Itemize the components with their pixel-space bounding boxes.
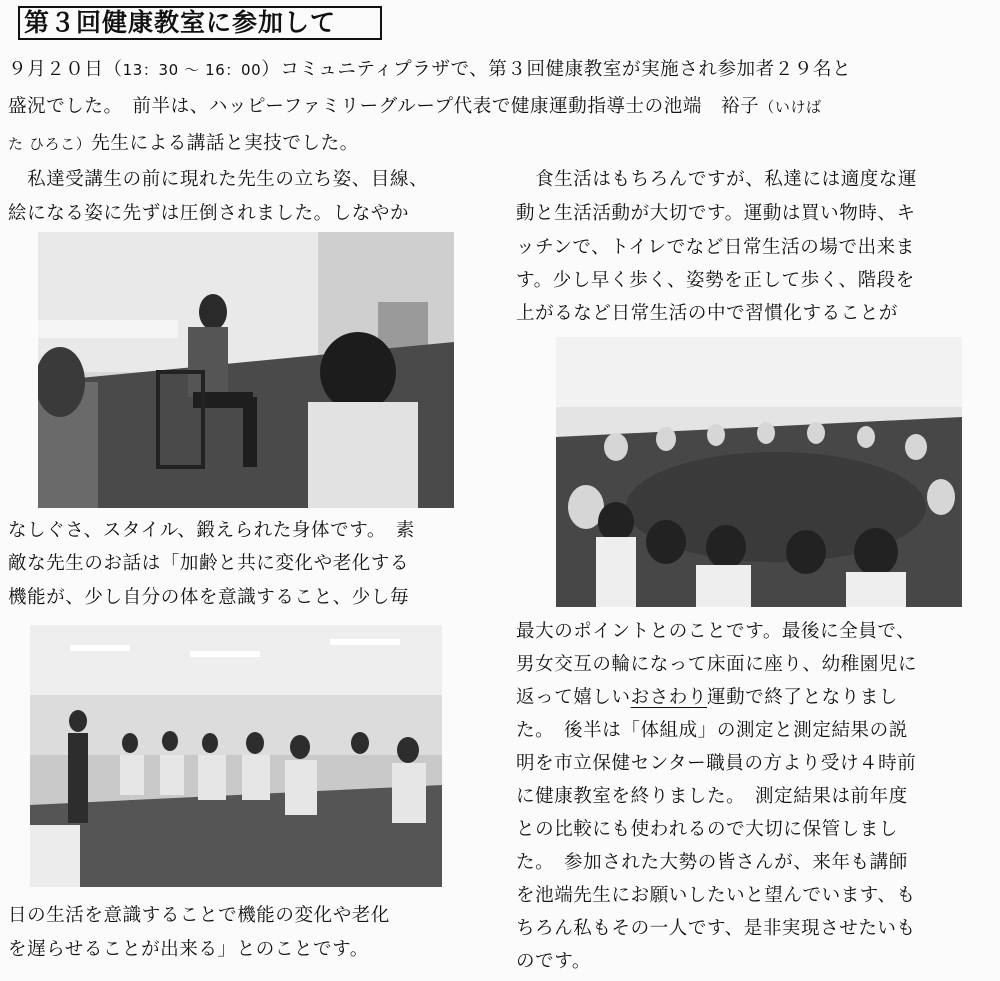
intro-reading-1: （いけば	[759, 98, 822, 116]
underlined-term: おさわり	[630, 687, 708, 708]
intro-reading-2: た ひろこ）	[8, 135, 92, 153]
right-text-4: す。少し早く歩く、姿勢を正して歩く、階段を	[516, 270, 915, 291]
right-text-2: 動と生活活動が大切です。運動は買い物時、キ	[516, 203, 916, 224]
intro-line-1-c: ）コミュニティプラザで、第３回健康教室が実施され参加者２９名と	[261, 59, 852, 80]
right-text-8-before: 返って嬉しい	[516, 687, 631, 708]
right-text-12: との比較にも使われるので大切に保管しまし	[516, 819, 899, 840]
right-text-13: た。 参加された大勢の皆さんが、来年も講師	[516, 852, 908, 873]
intro-line-1-a: ９月２０日（	[8, 59, 123, 80]
left-text-2: 絵になる姿に先ずは圧倒されました。しなやか	[8, 203, 410, 224]
intro-line-1	[8, 58, 851, 82]
intro-line-3	[8, 132, 359, 156]
right-text-10: 明を市立保健センター職員の方より受け４時前	[516, 753, 917, 774]
article-title: 第３回健康教室に参加して	[18, 6, 382, 40]
left-text-4: 敵な先生のお話は「加齢と共に変化や老化する	[8, 553, 410, 574]
left-text-5: 機能が、少し自分の体を意識すること、少し毎	[8, 587, 410, 608]
left-text-3: なしぐさ、スタイル、鍛えられた身体です。 素	[8, 520, 415, 541]
right-text-16: のです。	[516, 951, 591, 972]
left-text-7: を遅らせることが出来る」とのことです。	[8, 939, 369, 960]
right-text-7: 男女交互の輪になって床面に座り、幼稚園児に	[516, 654, 918, 675]
right-text-8-after: 運動で終了となりまし	[707, 687, 899, 708]
right-text-5: 上がるなど日常生活の中で習慣化することが	[516, 303, 899, 324]
intro-time: 13：30 〜 16：00	[122, 61, 262, 79]
right-text-3: ッチンで、トイレでなど日常生活の場で出来ま	[516, 237, 915, 258]
right-text-9: た。 後半は「体組成」の測定と測定結果の説	[516, 720, 908, 741]
intro-line-2	[8, 95, 822, 119]
right-text-1: 食生活はもちろんですが、私達には適度な運	[516, 169, 918, 190]
intro-line-3-c: 先生による講話と実技でした。	[91, 133, 359, 154]
intro-line-2-a: 盛況でした。 前半は、ハッピーファミリーグループ代表で健康運動指導士の池端 裕子	[8, 96, 760, 117]
participants-circle-photo	[556, 337, 962, 607]
right-text-15: ちろん私もその一人です、是非実現させたいも	[516, 918, 916, 939]
right-text-14: を池端先生にお願いしたいと望んでいます、も	[516, 885, 916, 906]
right-text-11: に健康教室を終りました。 測定結果は前年度	[516, 786, 908, 807]
instructor-demonstration-photo	[38, 232, 454, 508]
left-text-6: 日の生活を意識することで機能の変化や老化	[8, 905, 391, 926]
right-text-6: 最大のポイントとのことです。最後に全員で、	[516, 621, 916, 642]
right-text-8	[516, 686, 898, 710]
left-text-1: 私達受講生の前に現れた先生の立ち姿、目線、	[8, 169, 429, 190]
participants-seated-photo	[30, 625, 442, 887]
